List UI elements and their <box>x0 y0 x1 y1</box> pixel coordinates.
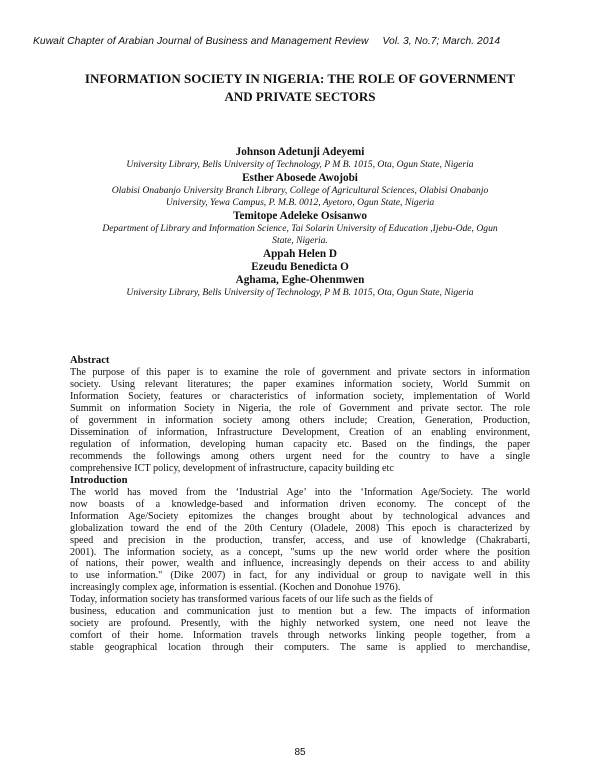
author-name: Temitope Adeleke Osisanwo <box>233 209 367 222</box>
body-text <box>70 355 530 654</box>
abstract-text <box>70 367 530 474</box>
introduction-heading: Introduction <box>70 474 128 486</box>
text-line: The world has moved from the ‘Industrial Age’ into the ‘Information Age/Society. The world <box>70 486 530 498</box>
text-line: of government in information society among others include; Creation, Generation, Production, <box>70 415 530 427</box>
abstract-heading: Abstract <box>70 355 110 366</box>
text-line: 2001). The information society, as a concept, "sums up the new world order where the position <box>70 546 530 558</box>
author-name: Esther Abosede Awojobi <box>242 171 358 184</box>
text-line: Information Society, features or characteristics of information society, implementation of World <box>70 391 530 403</box>
text-line: comprehensive ICT policy, development of infrastructure, capacity building etc <box>70 462 394 474</box>
author-affiliation: State, Nigeria. <box>272 235 328 246</box>
author-affiliation: Department of Library and Information Science, Tai Solarin University of Education ,Ijebu-Ode, Ogun <box>102 222 498 234</box>
paper-title <box>40 70 560 106</box>
text-line: speed and precision in the production, transfer, access, and use of knowledge (Chakrabarti, <box>70 534 530 546</box>
author-name: Aghama, Eghe-Ohenmwen <box>235 273 365 286</box>
text-line: globalization toward the end of the 20th Century (Oladele, 2008) This epoch is characterized by <box>70 522 530 534</box>
text-line: business, education and communication just to mention but a few. The impacts of information <box>70 606 530 618</box>
author-name: Ezeudu Benedicta O <box>251 260 349 273</box>
author-affiliation: University Library, Bells University of Technology, P M B. 1015, Ota, Ogun State, Nigeria <box>126 159 474 170</box>
text-line: recommends the followings among others urgent need for the country to have a single <box>70 450 530 462</box>
journal-name: Kuwait Chapter of Arabian Journal of Business and Management Review <box>33 36 369 47</box>
author-block <box>95 146 505 299</box>
running-header <box>33 36 553 47</box>
author-affiliation: University, Yewa Campus, P. M.B. 0012, Ayetoro, Ogun State, Nigeria <box>165 197 435 208</box>
text-line: society are profound. Presently, with the highly networked system, one need not leave the <box>70 617 530 629</box>
author-name: Appah Helen D <box>263 247 337 260</box>
text-line: stable geographical location through their computers. The same is applied to merchandise, <box>70 641 530 653</box>
page-number: 85 <box>294 747 306 758</box>
text-line: to use information." (Dike 2007) in fact, for any individual or group to navigate well in this <box>70 570 530 582</box>
title-line: AND PRIVATE SECTORS <box>224 89 376 104</box>
author-affiliation: Olabisi Onabanjo University Branch Library, College of Agricultural Sciences, Olabisi Onabanjo <box>111 184 489 196</box>
text-line: Information Age/Society epitomizes the changes brought about by technological advances and <box>70 510 530 522</box>
author-name: Johnson Adetunji Adeyemi <box>235 146 365 158</box>
title-line: INFORMATION SOCIETY IN NIGERIA: THE ROLE OF GOVERNMENT <box>84 71 516 86</box>
introduction-text <box>70 487 530 654</box>
issue-info: Vol. 3, No.7; March. 2014 <box>382 36 501 47</box>
author-affiliation: University Library, Bells University of Technology, P M B. 1015, Ota, Ogun State, Nigeria <box>126 286 474 298</box>
text-line: The purpose of this paper is to examine the role of government and private sectors in information <box>70 367 530 379</box>
text-line: Today, information society has transformed various facets of our life such as the fields of <box>70 594 433 606</box>
text-line: now boasts of a knowledge-based and information driven economy. The concept of the <box>70 498 530 510</box>
text-line: comfort of their home. Information travels through networks linking people together, from a <box>70 629 530 641</box>
text-line: regulation of information, developing human capacity etc. Based on the findings, the paper <box>70 438 530 450</box>
text-line: society. Using relevant literatures; the paper examines information society, World Summit on <box>70 379 530 391</box>
text-line: Dissemination of information, Infrastructure Development, Creation of an enabling environment, <box>70 426 530 438</box>
text-line: increasingly complex age, information is essential. (Kochen and Donohue 1976). <box>70 582 401 594</box>
text-line: of nations, their power, wealth and influence, increasingly depends on their access to and ability <box>70 558 530 570</box>
text-line: Summit on information Society in Nigeria, the role of Government and private sector. The role <box>70 403 530 415</box>
